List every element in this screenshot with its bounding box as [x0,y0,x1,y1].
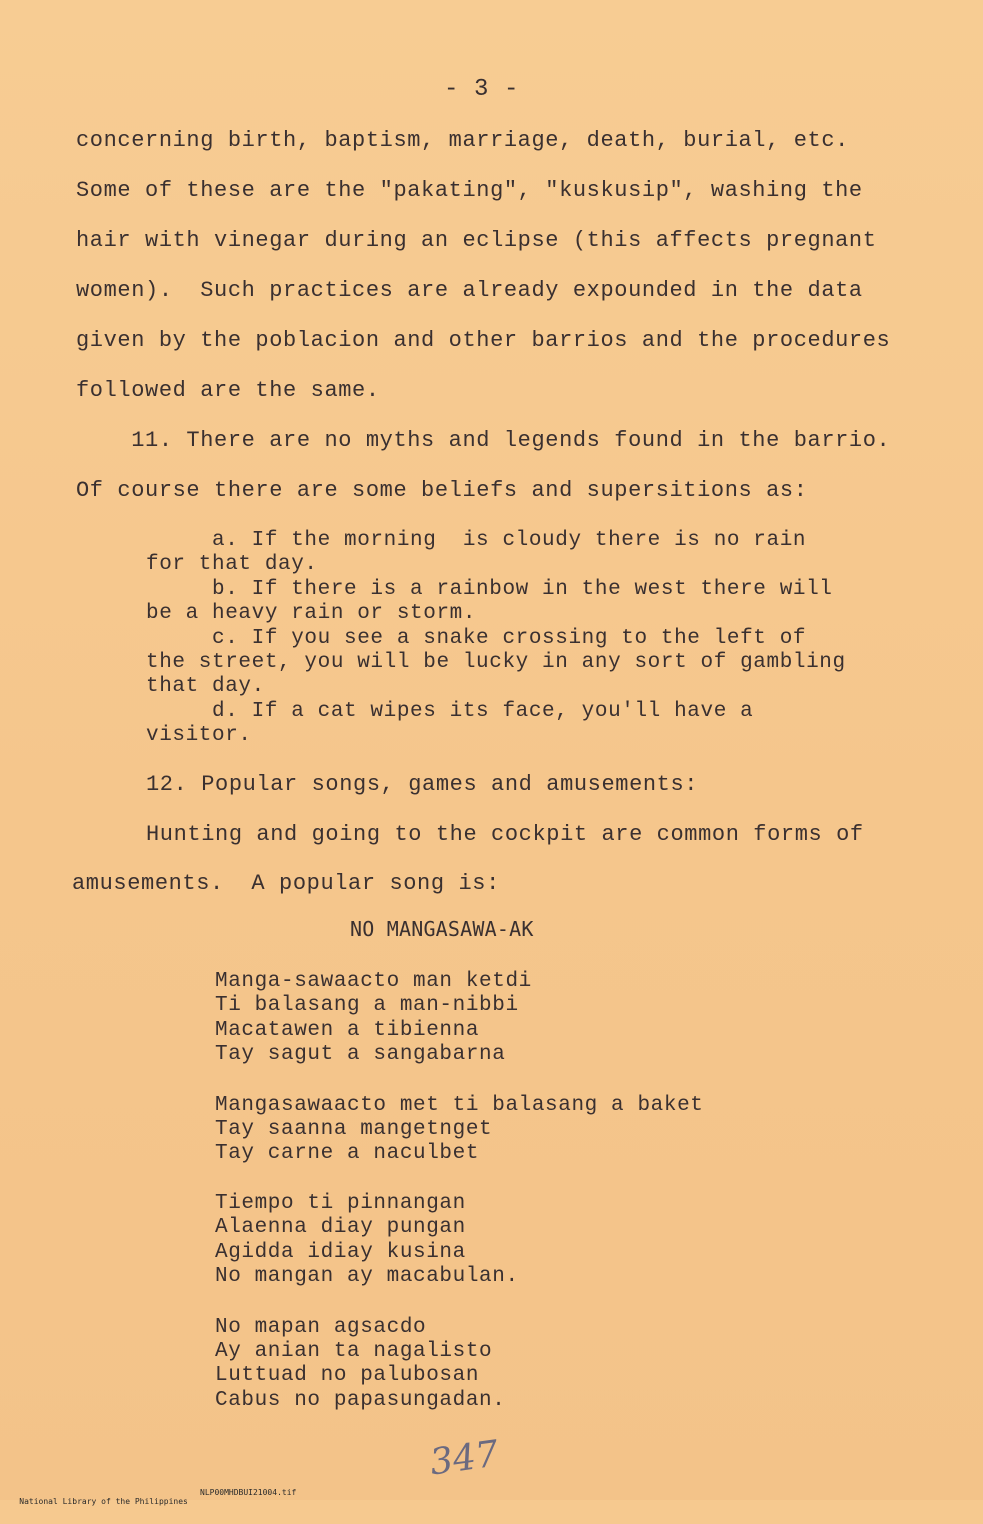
song-line: Mangasawaacto met ti balasang a baket [215,1094,704,1117]
belief-line: d. If a cat wipes its face, you'll have a [146,700,754,723]
belief-line: b. If there is a rainbow in the west there will [146,578,833,601]
hunting-line: amusements. A popular song is: [72,871,500,896]
section-12-heading: 12. Popular songs, games and amusements: [146,772,699,797]
song-line: Alaenna diay pungan [215,1216,466,1239]
paragraph-line: given by the poblacion and other barrios and the procedures [76,328,891,353]
paragraph-line: women). Such practices are already expounded in the data [76,278,863,303]
song-line: Ay anian ta nagalisto [215,1340,493,1363]
song-line: Tay carne a naculbet [215,1142,480,1165]
song-line: Cabus no papasungadan. [215,1389,506,1412]
belief-line: c. If you see a snake crossing to the left of [146,627,807,650]
belief-line: visitor. [146,724,252,747]
song-line: No mangan ay macabulan. [215,1265,519,1288]
paragraph-line: concerning birth, baptism, marriage, death, burial, etc. [76,128,849,153]
song-line: Tay saanna mangetnget [215,1118,493,1141]
hunting-line: Hunting and going to the cockpit are common forms of [146,822,864,847]
song-line: Tay sagut a sangabarna [215,1043,506,1066]
footer-filename: NLP00MHDBUI21004.tif [200,1488,297,1497]
page-number: - 3 - [444,76,520,103]
paragraph-line: followed are the same. [76,378,380,403]
archive-footer [0,1488,297,1524]
footer-library-name: National Library of the Philippines [19,1497,188,1506]
belief-line: a. If the morning is cloudy there is no rain [146,529,807,552]
belief-line: the street, you will be lucky in any sort of gambling [146,651,846,674]
song-line: Agidda idiay kusina [215,1241,466,1264]
belief-line: that day. [146,675,265,698]
song-line: Ti balasang a man-nibbi [215,994,519,1017]
section-11-heading: 11. There are no myths and legends found in the barrio. [76,428,891,453]
song-line: Luttuad no palubosan [215,1364,480,1387]
paragraph-line: hair with vinegar during an eclipse (this affects pregnant [76,228,877,253]
belief-line: for that day. [146,553,318,576]
handwritten-page-number: 347 [427,1433,502,1484]
belief-line: be a heavy rain or storm. [146,602,477,625]
song-line: Tiempo ti pinnangan [215,1192,466,1215]
song-line: Manga-sawaacto man ketdi [215,970,532,993]
section-11-line: Of course there are some beliefs and supersitions as: [76,478,808,503]
paragraph-line: Some of these are the "pakating", "kuskusip", washing the [76,178,863,203]
song-line: Macatawen a tibienna [215,1019,480,1042]
song-title: NO MANGASAWA-AK [350,917,534,941]
song-line: No mapan agsacdo [215,1316,427,1339]
